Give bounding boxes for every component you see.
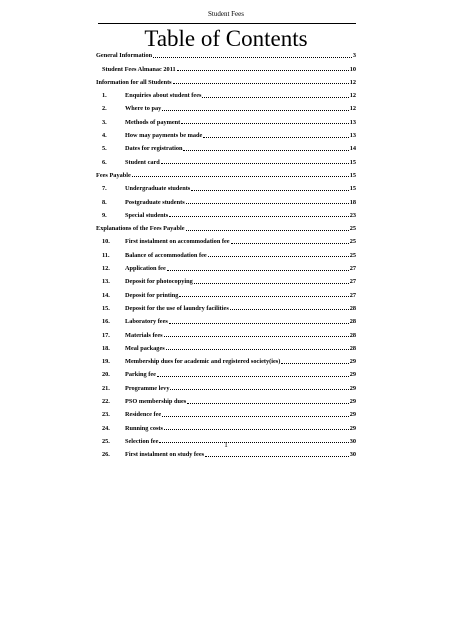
toc-entry-label: Residence fee <box>125 411 162 419</box>
toc-entry-page: 29 <box>349 398 356 406</box>
toc-entry[interactable] <box>96 272 356 285</box>
toc-dot-leader <box>169 216 348 217</box>
toc-entry-number: 3. <box>102 118 107 126</box>
toc-entry[interactable] <box>96 46 356 59</box>
toc-entry-page: 15 <box>349 158 356 166</box>
toc-entry-label: Selection fee <box>125 437 159 445</box>
toc-entry-label: How may payments be made <box>125 132 203 140</box>
toc-entry-number: 23. <box>102 411 110 419</box>
toc-entry[interactable] <box>96 285 356 298</box>
toc-entry-label: Undergraduate students <box>125 185 191 193</box>
toc-dot-leader <box>161 163 349 164</box>
toc-entry-number: 10. <box>102 238 110 246</box>
toc-entry-label: Student Fees Almanac 2011 <box>102 65 176 73</box>
toc-entry[interactable] <box>96 126 356 139</box>
toc-entry-label: Meal packages <box>125 344 165 352</box>
toc-entry[interactable] <box>96 86 356 99</box>
toc-entry[interactable] <box>96 206 356 219</box>
toc-entry-page: 29 <box>349 411 356 419</box>
toc-entry-label: General Information <box>96 52 153 60</box>
running-header: Student Fees <box>208 10 244 18</box>
toc-dot-leader <box>169 323 349 324</box>
toc-entry-number: 16. <box>102 318 110 326</box>
toc-entry[interactable] <box>96 392 356 405</box>
toc-entry-page: 30 <box>349 451 356 459</box>
toc-entry-number: 26. <box>102 451 110 459</box>
toc-entry-number: 20. <box>102 371 110 379</box>
toc-entry-number: 6. <box>102 158 107 166</box>
toc-dot-leader <box>230 309 349 310</box>
toc-entry[interactable] <box>96 73 356 86</box>
toc-entry-number: 2. <box>102 105 107 113</box>
toc-dot-leader <box>183 150 348 151</box>
toc-entry-page: 29 <box>349 424 356 432</box>
toc-dot-leader <box>170 389 348 390</box>
toc-entry-number: 22. <box>102 398 110 406</box>
toc-entry-page: 29 <box>349 384 356 392</box>
toc-entry-page: 15 <box>349 185 356 193</box>
toc-dot-leader <box>167 270 349 271</box>
toc-entry-page: 27 <box>349 265 356 273</box>
toc-dot-leader <box>191 190 348 191</box>
toc-entry-page: 27 <box>349 278 356 286</box>
toc-entry-label: Application fee <box>125 265 166 273</box>
page-title: Table of Contents <box>144 26 308 51</box>
toc-entry[interactable] <box>96 365 356 378</box>
toc-dot-leader <box>177 70 349 71</box>
toc-dot-leader <box>164 336 349 337</box>
toc-dot-leader <box>162 416 349 417</box>
toc-dot-leader <box>157 376 349 377</box>
toc-entry-label: Deposit for printing <box>125 291 179 299</box>
toc-entry-number: 9. <box>102 211 107 219</box>
toc-dot-leader <box>203 137 348 138</box>
toc-entry[interactable] <box>96 166 356 179</box>
toc-entry-label: Deposit for photocopying <box>125 278 193 286</box>
toc-entry-page: 25 <box>349 251 356 259</box>
toc-entry-page: 28 <box>349 344 356 352</box>
toc-dot-leader <box>162 110 348 111</box>
toc-entry-label: Information for all Students <box>96 78 172 86</box>
toc-entry[interactable] <box>96 259 356 272</box>
toc-dot-leader <box>202 97 348 98</box>
toc-entry-number: 13. <box>102 278 110 286</box>
toc-entry[interactable] <box>96 378 356 391</box>
toc-dot-leader <box>186 203 349 204</box>
toc-entry[interactable] <box>96 232 356 245</box>
toc-entry-page: 25 <box>349 238 356 246</box>
table-of-contents <box>96 46 356 458</box>
toc-dot-leader <box>181 123 348 124</box>
toc-entry-label: First instalment on study fees <box>125 451 205 459</box>
toc-entry[interactable] <box>96 405 356 418</box>
toc-entry-number: 24. <box>102 424 110 432</box>
toc-entry-number: 4. <box>102 132 107 140</box>
toc-entry[interactable] <box>96 325 356 338</box>
toc-entry-page: 23 <box>349 211 356 219</box>
toc-entry[interactable] <box>96 418 356 431</box>
toc-entry-label: Methods of payment <box>125 118 181 126</box>
toc-dot-leader <box>179 296 348 297</box>
toc-entry[interactable] <box>96 339 356 352</box>
toc-entry-number: 15. <box>102 304 110 312</box>
toc-dot-leader <box>173 83 349 84</box>
toc-entry-page: 28 <box>349 318 356 326</box>
toc-entry-label: Running costs <box>125 424 163 432</box>
toc-dot-leader <box>164 429 349 430</box>
toc-entry-label: Special students <box>125 211 169 219</box>
toc-entry-page: 3 <box>352 52 356 60</box>
toc-entry-page: 14 <box>349 145 356 153</box>
toc-entry-label: Laboratory fees <box>125 318 168 326</box>
toc-entry-page: 13 <box>349 118 356 126</box>
toc-entry[interactable] <box>96 152 356 165</box>
toc-entry-label: PSO membership dues <box>125 398 187 406</box>
toc-entry[interactable] <box>96 99 356 112</box>
toc-entry-number: 17. <box>102 331 110 339</box>
toc-dot-leader <box>186 230 349 231</box>
toc-entry[interactable] <box>96 112 356 125</box>
toc-dot-leader <box>194 283 349 284</box>
toc-entry-number: 19. <box>102 358 110 366</box>
toc-entry-page: 30 <box>349 437 356 445</box>
toc-entry[interactable] <box>96 245 356 258</box>
toc-dot-leader <box>205 456 349 457</box>
toc-entry-page: 15 <box>349 171 356 179</box>
toc-entry[interactable] <box>96 219 356 232</box>
toc-dot-leader <box>208 256 349 257</box>
toc-entry-label: Materials fees <box>125 331 163 339</box>
toc-entry-page: 12 <box>349 105 356 113</box>
header-rule <box>98 23 356 24</box>
toc-entry-label: Where to pay <box>125 105 162 113</box>
toc-entry[interactable] <box>96 299 356 312</box>
toc-dot-leader <box>187 403 348 404</box>
toc-entry[interactable] <box>96 59 356 72</box>
toc-entry-page: 29 <box>349 358 356 366</box>
toc-entry-label: Deposit for the use of laundry facilities <box>125 304 229 312</box>
toc-entry-label: Programme levy <box>125 384 170 392</box>
toc-entry-number: 5. <box>102 145 107 153</box>
toc-entry-label: Enquiries about student fees <box>125 92 202 100</box>
toc-entry-number: 25. <box>102 437 110 445</box>
toc-entry-label: Balance of accommodation fee <box>125 251 207 259</box>
toc-entry-page: 18 <box>349 198 356 206</box>
toc-dot-leader <box>281 363 348 364</box>
toc-entry-page: 12 <box>349 92 356 100</box>
toc-dot-leader <box>231 243 349 244</box>
toc-entry[interactable] <box>96 179 356 192</box>
toc-entry-page: 12 <box>349 78 356 86</box>
toc-entry-label: Parking fee <box>125 371 156 379</box>
toc-dot-leader <box>166 349 349 350</box>
toc-entry-page: 25 <box>349 225 356 233</box>
toc-entry[interactable] <box>96 312 356 325</box>
toc-entry-label: Dates for registration <box>125 145 183 153</box>
toc-entry-page: 29 <box>349 371 356 379</box>
toc-entry-label: First instalment on accommodation fee <box>125 238 230 246</box>
toc-entry-page: 28 <box>349 304 356 312</box>
toc-entry[interactable] <box>96 139 356 152</box>
toc-entry-label: Fees Payable <box>96 171 131 179</box>
toc-entry-number: 1. <box>102 92 107 100</box>
toc-entry-page: 28 <box>349 331 356 339</box>
toc-entry-label: Explanations of the Fees Payable <box>96 225 185 233</box>
page-number: 1 <box>224 441 228 449</box>
toc-entry[interactable] <box>96 352 356 365</box>
toc-entry[interactable] <box>96 192 356 205</box>
toc-entry-number: 14. <box>102 291 110 299</box>
toc-entry-number: 7. <box>102 185 107 193</box>
toc-entry-page: 10 <box>349 65 356 73</box>
toc-entry-label: Membership dues for academic and registered society(ies) <box>125 358 281 366</box>
toc-entry-number: 18. <box>102 344 110 352</box>
toc-dot-leader <box>132 176 349 177</box>
toc-dot-leader <box>153 57 352 58</box>
toc-entry-number: 11. <box>102 251 110 259</box>
toc-entry-label: Postgraduate students <box>125 198 185 206</box>
toc-entry-page: 13 <box>349 132 356 140</box>
toc-entry-label: Student card <box>125 158 160 166</box>
toc-entry-page: 27 <box>349 291 356 299</box>
toc-entry-number: 12. <box>102 265 110 273</box>
toc-entry-number: 21. <box>102 384 110 392</box>
toc-entry-number: 8. <box>102 198 107 206</box>
